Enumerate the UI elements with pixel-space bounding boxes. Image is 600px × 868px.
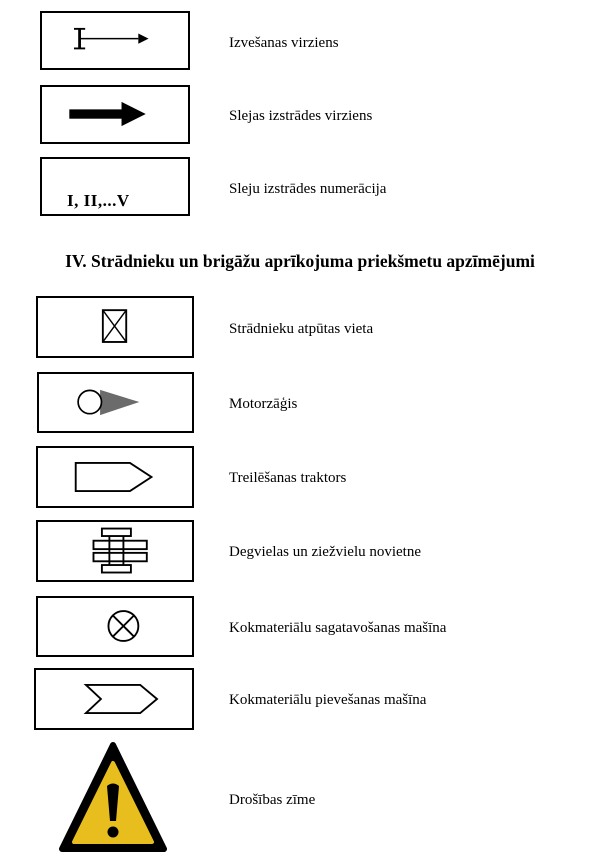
legend-label: Strādnieku atpūtas vieta <box>229 321 374 337</box>
legend-label: Degvielas un ziežvielu novietne <box>229 544 422 560</box>
harvester-icon <box>38 598 192 655</box>
warning-sign-icon <box>58 741 168 854</box>
legend-label: Drošības zīme <box>229 792 316 808</box>
forwarder-icon <box>36 670 192 728</box>
chainsaw-icon <box>39 374 192 431</box>
legend-label: Kokmateriālu sagatavošanas mašīna <box>229 620 447 636</box>
legend-label: Motorzāģis <box>229 396 298 412</box>
fuel-storage-icon <box>38 522 192 580</box>
legend-symbol-box <box>40 157 190 216</box>
legend-symbol-box <box>36 520 194 582</box>
legend-symbol-box <box>36 596 194 657</box>
hauling-direction-icon <box>42 13 188 68</box>
legend-symbol-box <box>40 11 190 70</box>
legend-symbol-box <box>40 85 190 144</box>
legend-label: Sleju izstrādes numerācija <box>229 181 387 197</box>
skidding-tractor-icon <box>38 448 192 506</box>
section-heading: IV. Strādnieku un brigāžu aprīkojuma priekšmetu apzīmējumi <box>65 251 535 271</box>
legend-symbol-box <box>34 668 194 730</box>
legend-label: Slejas izstrādes virziens <box>229 108 373 124</box>
rest-area-icon <box>38 298 192 356</box>
strip-cutting-direction-icon <box>42 87 188 142</box>
legend-label: Izvešanas virziens <box>229 35 339 51</box>
legend-label: Kokmateriālu pievešanas mašīna <box>229 692 427 708</box>
legend-label: Treilēšanas traktors <box>229 470 347 486</box>
legend-symbol-box <box>36 296 194 358</box>
legend-symbol-box <box>36 446 194 508</box>
strip-numbering-icon: I, II,...V <box>67 191 130 210</box>
legend-symbol-box <box>37 372 194 433</box>
